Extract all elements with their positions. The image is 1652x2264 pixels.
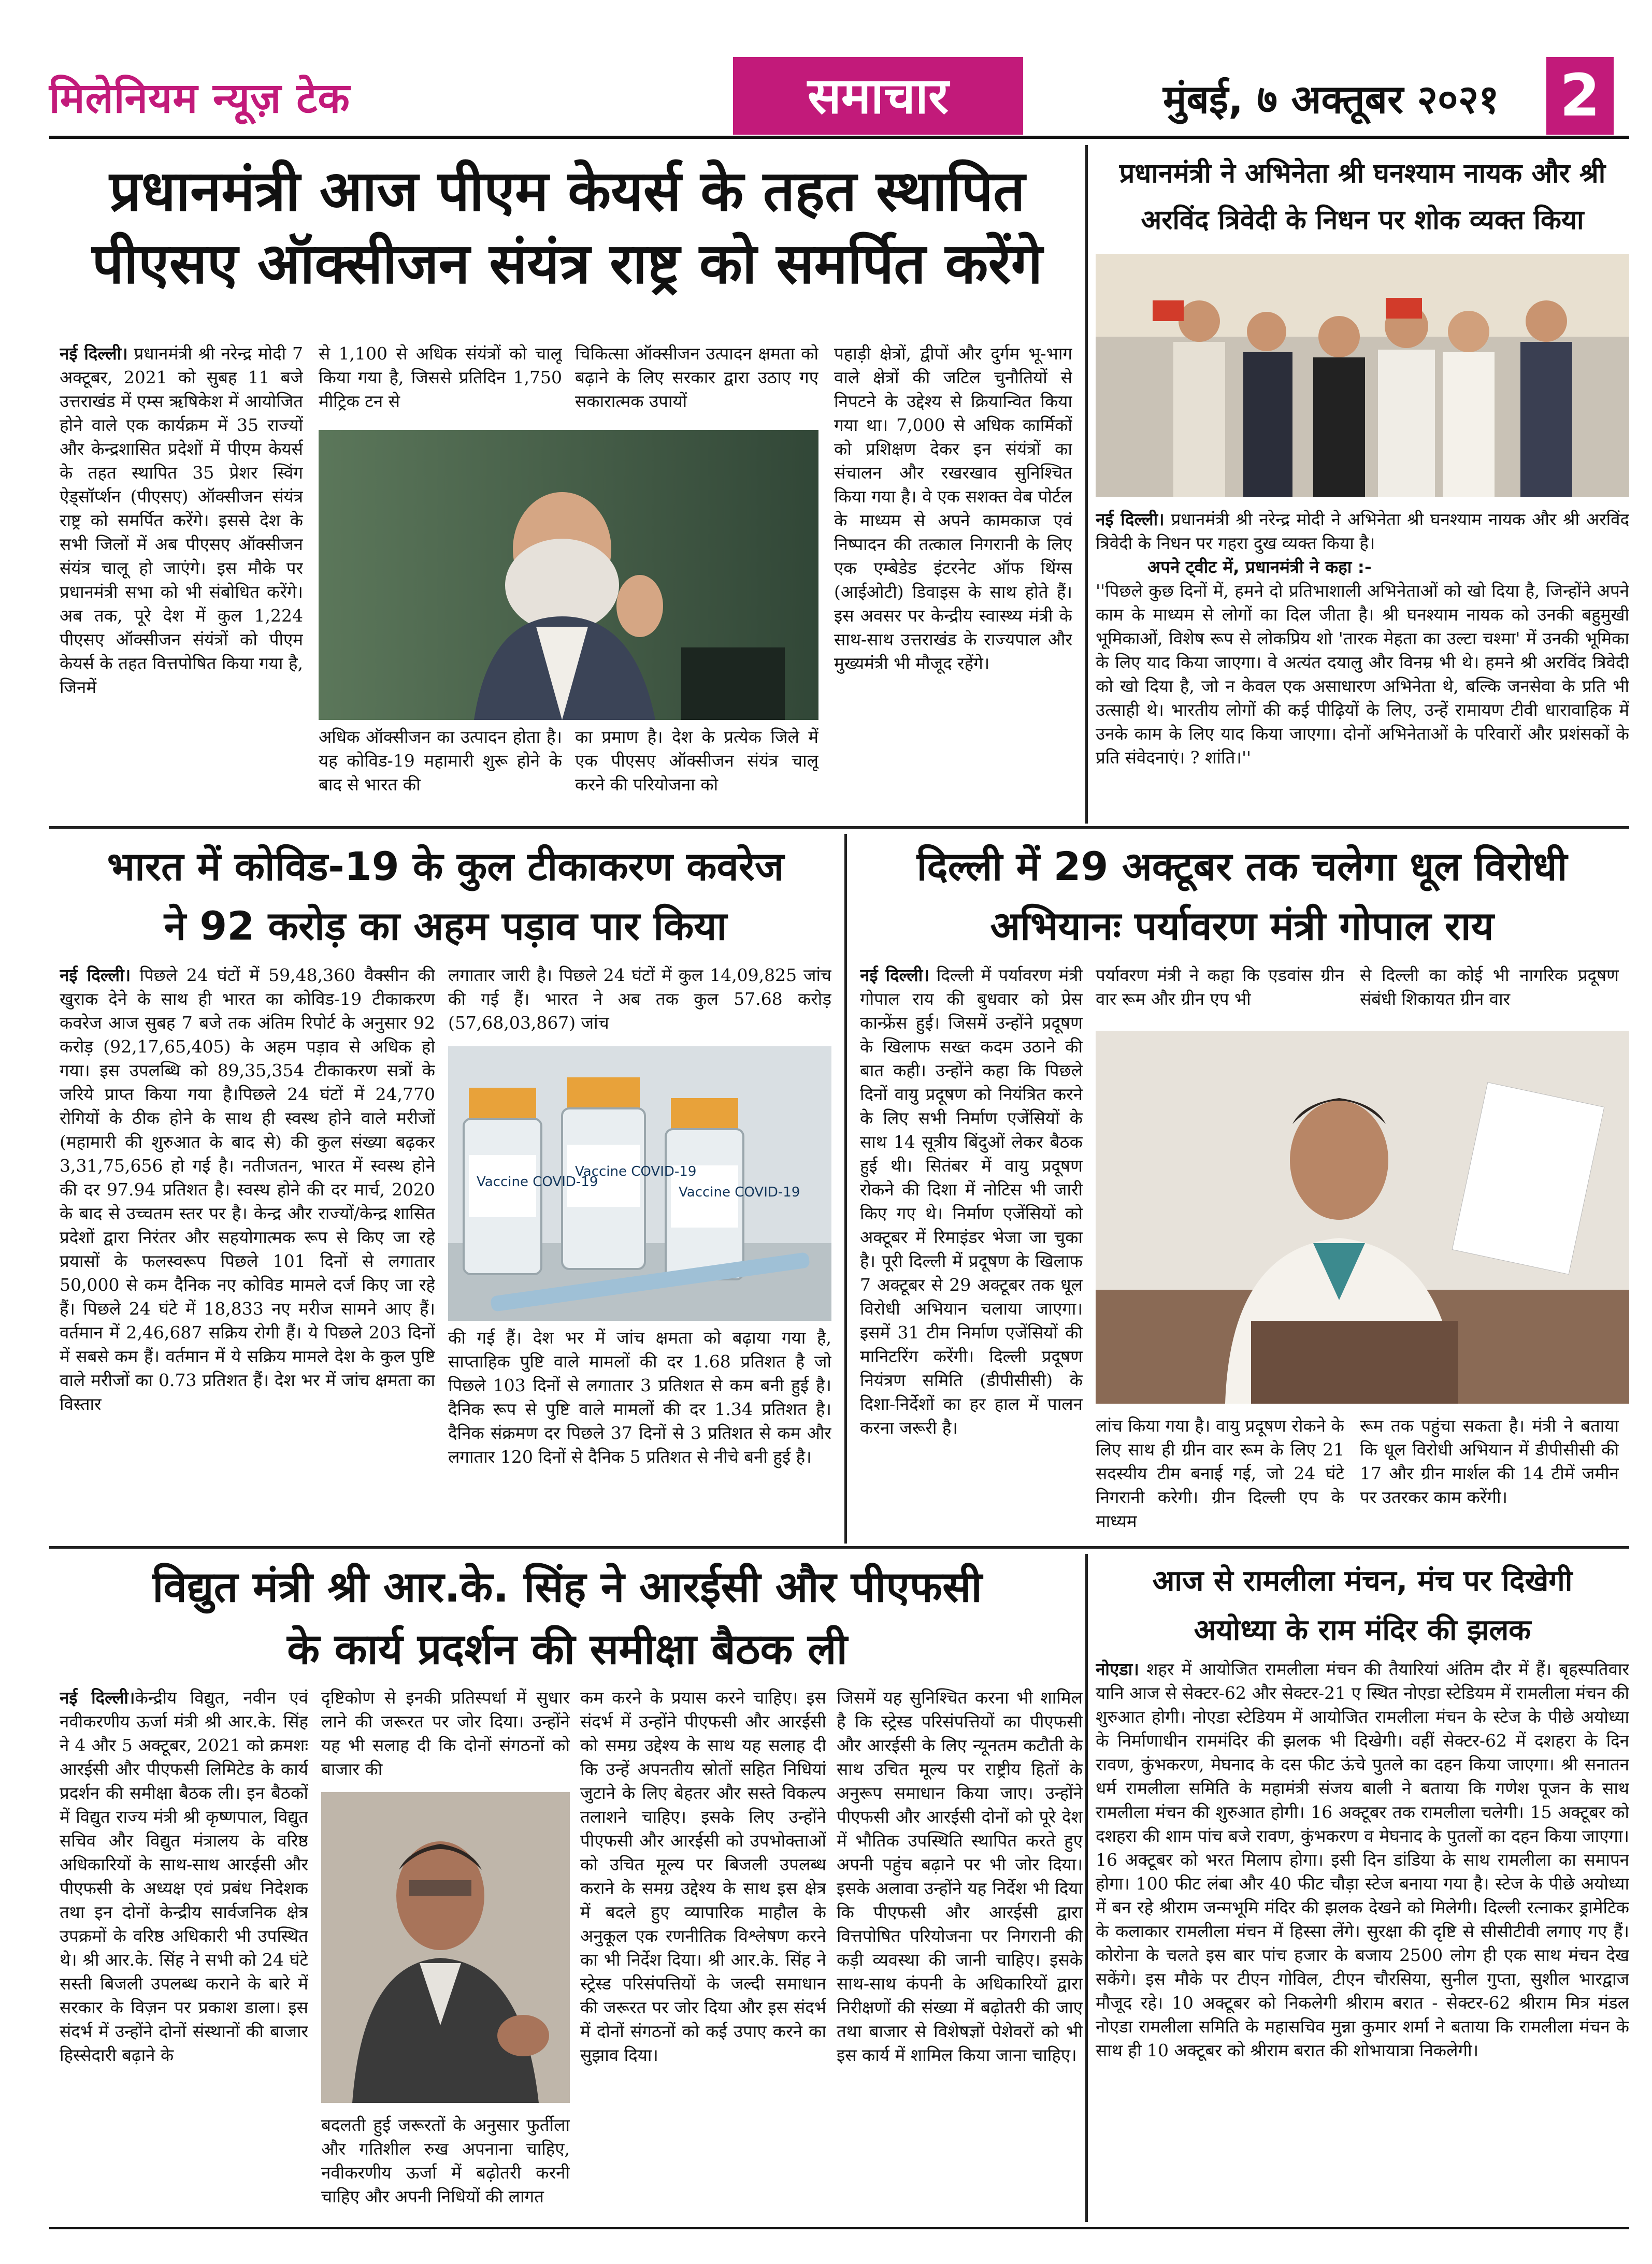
article6-headline-line1: आज से रामलीला मंचन, मंच पर दिखेगी <box>1152 1564 1573 1598</box>
minister-press-conference-illustration <box>1096 1031 1629 1404</box>
page-bottom-rule <box>49 2227 1629 2229</box>
article4-dateline: नई दिल्ली। <box>860 965 929 985</box>
article5-headline-line1: विद्युत मंत्री श्री आर.के. सिंह ने आरईसी और पीएफसी <box>152 1563 982 1612</box>
pm-speech-photo <box>319 430 818 720</box>
article4-col1-text: दिल्ली में पर्यावरण मंत्री गोपाल राय की बुधवार को प्रेस कान्फ्रेंस हुई। जिसमें उन्होंने प्रदूषण के खिलाफ सख्त कदम उठाने की बात कही। उन्होंने कहा कि पिछले दिनों वायु प्रदूषण को नियंत्रित करने के लिए सभी निर्माण एजेंसियों के साथ 14 सूत्रीय बिंदुओं लेकर बैठक हुई थी। सितंबर में वायु प्रदूषण रोकने की दिशा में नोटिस भी जारी किए गए थे। निर्माण एजेंसियों को अक्टूबर में रिमाइंडर भेजा जा चुका है। पूरी दिल्ली में प्रदूषण के खिलाफ 7 अक्टूबर से 29 अक्टूबर तक धूल विरोधी अभियान चलाया जाएगा। इसमें 31 टीम निर्माण एजेंसियों की मानिटरिंग करेंगी। दिल्ली प्रदूषण नियंत्रण समिति (डीपीसीसी) के दिशा-निर्देशों का हर हाल में पालन करना जरूरी है। <box>860 965 1083 1438</box>
article1-column-4: पहाड़ी क्षेत्रों, द्वीपों और दुर्गम भू-भाग वाले क्षेत्रों की जटिल चुनौतियों से निपटने के उद्देश्य से क्रियान्वित किया गया था। 7,000 से अधिक कार्मिकों को प्रशिक्षण देकर इन संयंत्रों का संचालन और रखरखाव सुनिश्चित किया गया है। वे एक सशक्त वेब पोर्टल के माध्यम से अपने कामकाज एवं निष्पादन की तत्काल निगरानी के लिए एक एम्बेडेड इंटरनेट ऑफ थिंग्स (आईओटी) डिवाइस के साथ होते हैं। इस अवसर पर केन्द्रीय स्वास्थ्य मंत्री के साथ-साथ उत्तराखंड के राज्यपाल और मुख्यमंत्री भी मौजूद रहेंगे। <box>834 343 1072 673</box>
article6-dateline: नोएडा। <box>1096 1659 1139 1679</box>
article1-headline-line1: प्रधानमंत्री आज पीएम केयर्स के तहत स्थापित <box>109 159 1025 224</box>
article6-body <box>1096 1657 1629 2219</box>
vial-label-2: Vaccine COVID-19 <box>575 1164 697 1179</box>
article1-column-2-top: से 1,100 से अधिक संयंत्रों को चालू किया गया है, जिससे प्रतिदिन 1,750 मीट्रिक टन से <box>319 343 562 411</box>
page-number: 2 <box>1546 57 1614 135</box>
article5-column-2-top: दृष्टिकोण से इनकी प्रतिस्पर्धा में सुधार लाने की जरूरत पर जोर दिया। उन्होंने यह भी सलाह दी कि दोनों संगठनों को बाजार की <box>321 1688 570 1779</box>
actors-tribute-photo <box>1096 254 1629 497</box>
article4-headline <box>855 837 1629 956</box>
article4-headline-line1: दिल्ली में 29 अक्टूबर तक चलेगा धूल विरोधी <box>916 843 1568 889</box>
article2-headline-line1: प्रधानमंत्री ने अभिनेता श्री घनश्याम नायक और श्री <box>1119 158 1606 189</box>
article2-body <box>1096 508 1629 818</box>
article4-column-3-bottom: रूम तक पहुंचा सकता है। मंत्री ने बताया कि धूल विरोधी अभियान में डीपीसीसी की 17 और ग्रीन मार्शल की 14 टीमें जमीन पर उतरकर काम करेंगी। <box>1360 1416 1619 1507</box>
article4-column-3-top: से दिल्ली का कोई भी नागरिक प्रदूषण संबंधी शिकायत ग्रीन वार <box>1360 965 1619 1009</box>
article1-headline <box>49 155 1085 301</box>
article2-quote: ''पिछले कुछ दिनों में, हमने दो प्रतिभाशाली अभिनेताओं को खो दिया है, जिन्होंने अपने काम के माध्यम से लोगों का दिल जीता है। श्री घनश्याम नायक को उनकी बहुमुखी भूमिकाओं, विशेष रूप से लोकप्रिय शो 'तारक मेहता का उल्टा चश्मा' में उनकी भूमिका के लिए याद किया जाएगा। वे अत्यंत दयालु और विनम्र भी थे। हमने श्री अरविंद त्रिवेदी को खो दिया है, जो न केवल एक असाधारण अभिनेता थे, बल्कि जनसेवा के प्रति भी उत्साही थे। भारतीय लोगों की कई पीढ़ियों के लिए, उन्हें रामायण टीवी धारावाहिक में उनके काम के लिए याद किया जाएगा। दोनों अभिनेताओं के परिवारों और प्रशंसकों के प्रति संवेदनाएं। ? शांति।'' <box>1096 581 1629 768</box>
article2-lead: प्रधानमंत्री श्री नरेन्द्र मोदी ने अभिनेता श्री घनश्याम नायक और श्री अरविंद त्रिवेदी के निधन पर गहरा दुख व्यक्त किया है। <box>1096 509 1629 553</box>
article2-headline-line2: अरविंद त्रिवेदी के निधन पर शोक व्यक्त किया <box>1141 205 1584 236</box>
article1-column-3-bottom: का प्रमाण है। देश के प्रत्येक जिले में एक पीएसए ऑक्सीजन संयंत्र चालू करने की परियोजना को <box>575 727 818 795</box>
column-divider <box>844 834 847 1544</box>
article3-headline-line1: भारत में कोविड-19 के कुल टीकाकरण कवरेज <box>107 843 784 889</box>
vial-label-1: Vaccine COVID-19 <box>477 1174 598 1190</box>
article1-dateline: नई दिल्ली। <box>60 343 128 364</box>
rk-singh-photo <box>321 1792 570 2103</box>
article3-column-1 <box>60 963 435 1538</box>
article5-dateline: नई दिल्ली। <box>60 1688 135 1708</box>
article4-column-1 <box>860 963 1083 1533</box>
gopal-rai-photo <box>1096 1031 1629 1404</box>
article3-column-2-top: लगातार जारी है। पिछले 24 घंटों में कुल 14,09,825 जांच की गई हैं। भारत ने अब तक कुल 57.68 करोड़ (57,68,03,867) जांच <box>448 965 831 1033</box>
article1-column-3-top: चिकित्सा ऑक्सीजन उत्पादन क्षमता को बढ़ाने के लिए सरकार द्वारा उठाए गए सकारात्मक उपायों <box>575 343 818 411</box>
masthead-rule <box>49 136 1629 139</box>
article6-headline-line2: अयोध्या के राम मंदिर की झलक <box>1194 1613 1531 1647</box>
article6-body-text: शहर में आयोजित रामलीला मंचन की तैयारियां अंतिम दौर में हैं। बृहस्पतिवार यानि आज से सेक्टर-62 और सेक्टर-21 ए स्थित नोएडा स्टेडियम में रामलीला मंचन की शुरुआत होगी। नोएडा स्टेडियम में आयोजित रामलीला मंचन के स्टेज के पीछे अयोध्या के निर्माणाधीन राममंदिर की झलक भी दिखेगी। वहीं सेक्टर-62 में दशहरा के दिन रावण, कुंभकरण, मेघनाद के दस फीट ऊंचे पुतले का दहन किया जाएगा। श्री सनातन धर्म रामलीला समिति के महामंत्री संजय बाली ने बताया कि गणेश पूजन के साथ रामलीला मंचन की शुरुआत होगी। 16 अक्टूबर तक रामलीला चलेगी। 15 अक्टूबर को दशहरा की शाम पांच बजे रावण, कुंभकरण व मेघनाद के पुतलों का दहन किया जाएगा। 16 अक्टूबर को भरत मिलाप होगा। इसी दिन डांडिया के साथ रामलीला का समापन होगा। 100 फीट लंबा और 40 फीट चौड़ा स्टेज बनाया गया है। स्टेज के पीछे अयोध्या में बन रहे श्रीराम जन्मभूमि मंदिर की झलक देखने को मिलेगी। दिल्ली रत्नाकर ड्रामेटिक के कलाकार रामलीला मंचन में हिस्सा लेंगे। सुरक्षा की दृष्टि से सीसीटीवी लगाए गए हैं। कोरोना के चलते इस बार पांच हजार के बजाय 2500 लोग ही एक साथ मंचन देख सकेंगे। इस मौके पर टीएन गोविल, टीएन चौरसिया, सुनील गुप्ता, सुशील भारद्वाज मौजूद रहे। 10 अक्टूबर को निकलेगी श्रीराम बरात - सेक्टर-62 श्रीराम मित्र मंडल नोएडा रामलीला समिति के महासचिव मुन्ना कुमार शर्मा ने बताया कि रामलीला मंचन के साथ ही 10 अक्टूबर को श्रीराम बरात की शोभायात्रा निकलेगी। <box>1096 1659 1629 2060</box>
article3-headline-line2: ने 92 करोड़ का अहम पड़ाव पार किया <box>164 903 727 949</box>
article3-col1-text: पिछले 24 घंटों में 59,48,360 वैक्सीन की खुराक देने के साथ ही भारत का कोविड-19 टीकाकरण कवरेज आज सुबह 7 बजे तक अंतिम रिपोर्ट के अनुसार 92 करोड़ (92,17,65,405) के अहम पड़ाव से अधिक हो गया। इस उपलब्धि को 89,35,354 टीकाकरण सत्रों के जरिये प्राप्त किया गया है।पिछले 24 घंटों में 24,770 रोगियों के ठीक होने के साथ ही स्वस्थ होने वाले मरीजों (महामारी की शुरुआत के बाद से) की कुल संख्या बढ़कर 3,31,75,656 हो गई है। नतीजतन, भारत में स्वस्थ होने की दर 97.94 प्रतिशत है। स्वस्थ होने की दर मार्च, 2020 के बाद से उच्चतम स्तर पर है। केन्द्र और राज्यों/केन्द्र शासित प्रदेशों द्वारा निरंतर और सहयोगात्मक रूप से किए जा रहे प्रयासों के फलस्वरूप पिछले 101 दिनों से लगातार 50,000 से कम दैनिक नए कोविड मामले दर्ज किए जा रहे हैं। पिछले 24 घंटे में 18,833 नए मरीज सामने आए हैं। वर्तमान में 2,46,687 सक्रिय रोगी हैं। ये पिछले 203 दिनों में सबसे कम हैं। वर्तमान में ये सक्रिय मामले देश के कुल पुष्टि वाले मरीजों का 0.73 प्रतिशत हैं। देश भर में जांच क्षमता का विस्तार <box>60 965 435 1414</box>
article1-col1-text: प्रधानमंत्री श्री नरेन्द्र मोदी 7 अक्टूबर, 2021 को सुबह 11 बजे उत्तराखंड में एम्स ऋषिकेश में आयोजित होने वाले एक कार्यक्रम में 35 राज्यों और केन्द्रशासित प्रदेशों में पीएम केयर्स के तहत स्थापित 35 प्रेशर स्विंग ऐड्सॉर्प्शन (पीएसए) ऑक्सीजन संयंत्र राष्ट्र को समर्पित करेंगे। इससे देश के सभी जिलों में अब पीएसए ऑक्सीजन संयंत्र चालू हो जाएंगे। इस मौके पर प्रधानमंत्री सभा को भी संबोधित करेंगे। अब तक, पूरे देश में कुल 1,224 पीएसए ऑक्सीजन संयंत्रों को पीएम केयर्स के तहत वित्तपोषित किया गया है, जिनमें <box>60 343 303 697</box>
article5-col1-text: केन्द्रीय विद्युत, नवीन एवं नवीकरणीय ऊर्जा मंत्री श्री आर.के. सिंह ने 4 और 5 अक्टूबर, 2021 को क्रमशः आरईसी और पीएफसी लिमिटेड के कार्य प्रदर्शन की समीक्षा बैठक ली। इन बैठकों में विद्युत राज्य मंत्री श्री कृष्णपाल, विद्युत सचिव और विद्युत मंत्रालय के वरिष्ठ अधिकारियों के साथ-साथ आरईसी और पीएफसी के अध्यक्ष एवं प्रबंध निदेशक तथा इन दोनों केन्द्रीय सार्वजनिक क्षेत्र उपक्रमों के वरिष्ठ अधिकारी भी उपस्थित थे। श्री आर.के. सिंह ने सभी को 24 घंटे सस्ती बिजली उपलब्ध कराने के बारे में सरकार के विज़न पर प्रकाश डाला। इस संदर्भ में उन्होंने दोनों संस्थानों की बाजार हिस्सेदारी बढ़ाने के <box>60 1688 308 2065</box>
article2-headline <box>1096 150 1629 243</box>
article6-headline <box>1096 1556 1629 1655</box>
vaccine-vials-photo <box>448 1046 831 1321</box>
article1-headline-line2: पीएसए ऑक्सीजन संयंत्र राष्ट्र को समर्पित करेंगे <box>92 232 1043 297</box>
article5-column-1 <box>60 1686 308 2219</box>
article1-column-1 <box>60 342 303 767</box>
pm-speech-illustration <box>319 430 818 720</box>
article2-dateline: नई दिल्ली। <box>1096 509 1165 529</box>
article1-column-2-bottom: अधिक ऑक्सीजन का उत्पादन होता है। यह कोविड-19 महामारी शुरू होने के बाद से भारत की <box>319 727 562 795</box>
vial-label-3: Vaccine COVID-19 <box>679 1185 800 1200</box>
section-rule <box>49 1546 1629 1549</box>
article5-column-3: कम करने के प्रयास करने चाहिए। इस संदर्भ में उन्होंने पीएफसी और आरईसी को समग्र उद्देश्य के साथ यह सलाह दी कि उन्हें अपनतीय स्रोतों सहित निधियां जुटाने के लिए बेहतर और सस्ते विकल्प तलाशने चाहिए। इसके लिए उन्होंने पीएफसी और आरईसी को उपभोक्ताओं को उचित मूल्य पर बिजली उपलब्ध कराने के समग्र उद्देश्य के साथ इस क्षेत्र में बदले हुए व्यापारिक माहौल के अनुकूल एक रणनीतिक विश्लेषण करने का भी निर्देश दिया। श्री आर.के. सिंह ने स्ट्रेस्ड परिसंपत्तियों के जल्दी समाधान की जरूरत पर जोर दिया और इस संदर्भ में दोनों संगठनों को कई उपाए करने का सुझाव दिया। <box>580 1688 826 2065</box>
article5-headline <box>49 1556 1085 1681</box>
column-divider <box>1085 1554 1088 2222</box>
section-title: समाचार <box>733 57 1023 135</box>
masthead <box>49 57 1629 129</box>
article5-column-4: जिसमें यह सुनिश्चित करना भी शामिल है कि स्ट्रेस्ड परिसंपत्तियों का पीएफसी और आरईसी के लिए न्यूनतम कटौती के साथ उचित मूल्य पर राष्ट्रीय हितों के अनुरूप समाधान किया जाए। उन्होंने पीएफसी और आरईसी दोनों को पूरे देश में भौतिक उपस्थिति स्थापित करते हुए अपनी पहुंच बढ़ाने पर भी जोर दिया। इसके अलावा उन्होंने यह निर्देश भी दिया कि पीएफसी और आरईसी द्वारा वित्तपोषित परियोजना पर निगरानी की कड़ी व्यवस्था की जानी चाहिए। इसके साथ-साथ कंपनी के अधिकारियों द्वारा निरीक्षणों की संख्या में बढ़ोतरी की जाए तथा बाजार से विशेषज्ञों पेशेवरों को भी इस कार्य में शामिल किया जाना चाहिए। <box>837 1688 1083 2065</box>
column-divider <box>1085 145 1088 824</box>
article4-headline-line2: अभियानः पर्यावरण मंत्री गोपाल राय <box>990 903 1494 949</box>
article3-dateline: नई दिल्ली। <box>60 965 131 985</box>
section-rule <box>49 826 1629 829</box>
article4-column-2-bottom: लांच किया गया है। वायु प्रदूषण रोकने के लिए साथ ही ग्रीन वार रूम के लिए 21 सदस्यीय टीम बनाई गई, जो 24 घंटे निगरानी करेगी। ग्रीन दिल्ली एप के माध्यम <box>1096 1416 1344 1531</box>
article3-headline <box>49 837 842 956</box>
rk-singh-illustration <box>321 1792 570 2103</box>
issue-date: मुंबई, ७ अक्तूबर २०२१ <box>1163 76 1499 122</box>
article5-headline-line2: के कार्य प्रदर्शन की समीक्षा बैठक ली <box>287 1625 847 1674</box>
vaccine-vials-illustration <box>448 1046 831 1321</box>
newspaper-brand: मिलेनियम न्यूज़ टेक <box>49 74 350 122</box>
article5-column-2-bottom: बदलती हुई जरूरतों के अनुसार फुर्तीला और गतिशील रुख अपनाना चाहिए, नवीकरणीय ऊर्जा में बढ़ोतरी करनी चाहिए और अपनी निधियों की लागत <box>321 2115 570 2207</box>
article4-column-2-top: पर्यावरण मंत्री ने कहा कि एडवांस ग्रीन वार रूम और ग्रीन एप भी <box>1096 965 1344 1009</box>
tribute-event-illustration <box>1096 254 1629 497</box>
article3-column-2-bottom: की गई हैं। देश भर में जांच क्षमता को बढ़ाया गया है, साप्ताहिक पुष्टि वाले मामलों की दर 1.68 प्रतिशत है जो पिछले 103 दिनों से लगातार 3 प्रतिशत से कम बनी हुई है। दैनिक रूप से पुष्टि वाले मामलों की दर 1.34 प्रतिशत है। दैनिक संक्रमण दर पिछले 37 दिनों से 3 प्रतिशत से कम और लगातार 120 दिनों से दैनिक 5 प्रतिशत से नीचे बनी हुई है। <box>448 1328 831 1467</box>
article2-subhead: अपने ट्वीट में, प्रधानमंत्री ने कहा :- <box>1147 557 1372 577</box>
